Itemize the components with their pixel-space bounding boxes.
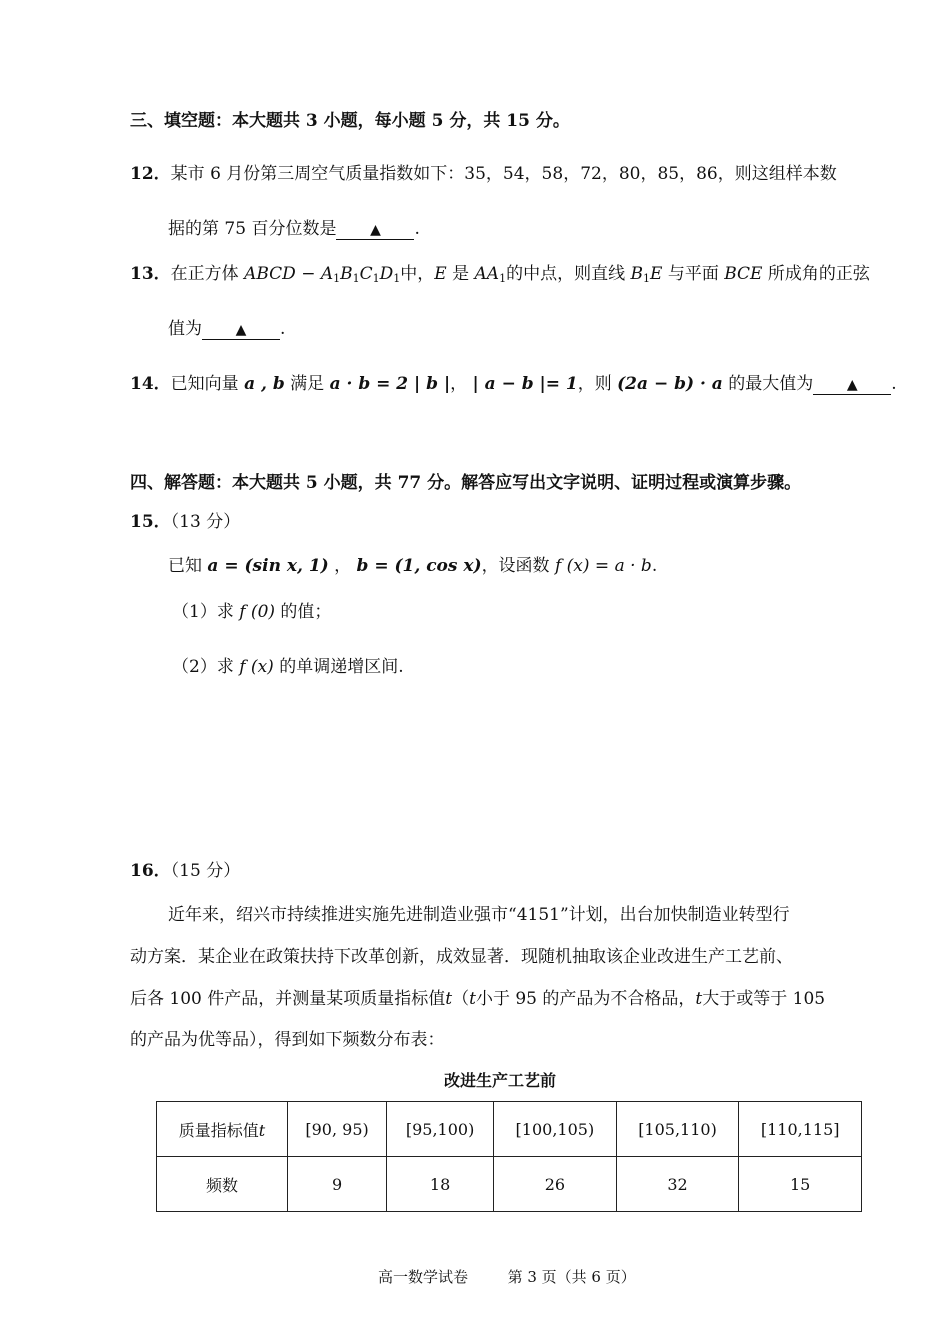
subscript: 1 [643,272,650,285]
variable-t: t [469,989,476,1009]
table-header-cell [157,1102,288,1157]
period: . [891,374,897,394]
vectors-ab: a , b [244,374,285,394]
answer-blank-13[interactable] [202,321,280,340]
part-2-expression: f (x) [239,657,274,677]
question-15-part-2 [172,652,404,677]
page-footer [378,1266,636,1287]
point-e: E [434,264,447,284]
q16-text: 小于 95 的产品为不合格品， [475,989,696,1009]
question-16-score: （15 分） [170,861,241,881]
answer-blank-12[interactable] [336,221,414,240]
table-cell: [110,115] [739,1102,862,1157]
q13-text: 是 [452,264,470,284]
variable-t: t [445,989,453,1009]
question-12-line-1 [130,159,837,184]
cube-name: ABCD − A [244,264,334,284]
table-title: 改进生产工艺前 [444,1071,557,1090]
q16-text: 后各 100 件产品，并测量某项质量指标值 [130,989,446,1009]
blank-mark: ▲ [235,322,247,338]
period: . [280,319,286,339]
variable-t: t [258,1120,266,1140]
question-12-text-2: 据的第 75 百分位数是 [168,219,337,239]
subscript: 1 [372,272,380,285]
expression: (2a − b) · a [617,374,723,394]
table-cell: 15 [739,1157,862,1212]
question-15-number: 15． [130,512,171,532]
footer-page-number: 第 3 页（共 6 页） [507,1268,636,1286]
question-16-para-line-4: 的产品为优等品），得到如下频数分布表： [130,1030,445,1050]
table-cell: [105,110) [616,1102,739,1157]
q13-text: 在正方体 [170,264,239,284]
comma: ， [450,374,468,394]
plane-bce: BCE [724,264,763,284]
row-label: 质量指标值 [178,1120,259,1140]
part-1-label: （1）求 [172,602,234,622]
question-16-para-line-2: 动方案．某企业在政策扶持下改革创新，成效显著．现随机抽取该企业改进生产工艺前、 [130,947,793,967]
line-b1e: B [630,264,643,284]
period: . [414,219,420,239]
question-16-header [130,856,240,881]
line-b1e-end: E [650,264,663,284]
frequency-table [156,1101,862,1212]
q15-text: 已知 [168,556,202,576]
blank-mark: ▲ [846,377,858,393]
table-header-cell: 频数 [157,1157,288,1212]
part-1-text: 的值； [280,602,332,622]
question-16-para-line-1: 近年来，绍兴市持续推进实施先进制造业强市“4151”计划，出台加快制造业转型行 [168,905,790,925]
question-15-part-1 [172,597,331,622]
table-cell: [90, 95) [288,1102,387,1157]
question-12-line-2 [168,214,420,240]
vector-a-definition: a = (sin x, 1) [207,556,329,576]
question-14-number: 14． [130,374,171,394]
question-12-text: 某市 6 月份第三周空气质量指数如下：35，54，58，72，80，85，86，则这组样本数 [170,164,837,184]
table-row [157,1102,862,1157]
table-cell: 32 [616,1157,739,1212]
question-15-header [130,507,240,532]
question-14 [130,369,897,395]
question-16-para-line-3 [130,984,825,1009]
section-4-heading: 四、解答题：本大题共 5 小题，共 77 分。解答应写出文字说明、证明过程或演算步骤。 [130,473,802,493]
q16-text: （ [452,989,470,1009]
q14-text: 的最大值为 [728,374,814,394]
cube-vertex-d: D [379,264,394,284]
section-3-heading: 三、填空题：本大题共 3 小题，每小题 5 分，共 15 分。 [130,111,570,131]
cube-vertex-b: B [340,264,353,284]
condition-2: | a − b |= 1 [472,374,578,394]
table-cell: 26 [494,1157,617,1212]
cube-vertex-c: C [359,264,373,284]
question-13-line-2 [168,314,285,340]
table-cell: 9 [288,1157,387,1212]
segment-aa1: AA [474,264,500,284]
question-16-number: 16． [130,861,171,881]
question-13-number: 13． [130,264,171,284]
table-row [157,1157,862,1212]
q14-text: 满足 [290,374,325,394]
subscript: 1 [352,272,360,285]
answer-blank-14[interactable] [813,376,891,395]
period: . [651,556,658,576]
q13-text: 中， [400,264,435,284]
table-cell: [95,100) [387,1102,494,1157]
subscript: 1 [499,272,507,285]
q13-text: 所成角的正弦 [767,264,870,284]
footer-title: 高一数学试卷 [378,1268,469,1286]
table-cell: [100,105) [494,1102,617,1157]
q13-text-2: 值为 [168,319,202,339]
question-13-line-1 [130,259,870,285]
part-1-expression: f (0) [239,602,276,622]
part-2-label: （2）求 [172,657,234,677]
function-definition: f (x) = a · b [554,556,652,576]
subscript: 1 [333,272,341,285]
question-15-given: 已知 a = (sin x, 1) ， b = (1, cos x)，设函数 f (x) = a · b. [168,556,658,576]
table-cell: 18 [387,1157,494,1212]
vector-b-definition: b = (1, cos x) [356,556,482,576]
q15-text: ，设函数 [481,556,550,576]
condition-1: a · b = 2 | b | [329,374,451,394]
subscript: 1 [393,272,401,285]
question-15-score: （13 分） [170,512,241,532]
q14-text: ，则 [577,374,612,394]
q14-text: 已知向量 [170,374,239,394]
q16-text: 大于或等于 105 [702,989,826,1009]
variable-t: t [695,989,703,1009]
part-2-text: 的单调递增区间. [279,657,404,677]
q13-text: 的中点，则直线 [506,264,626,284]
blank-mark: ▲ [370,222,381,238]
question-12-number: 12． [130,164,171,184]
q13-text: 与平面 [667,264,719,284]
